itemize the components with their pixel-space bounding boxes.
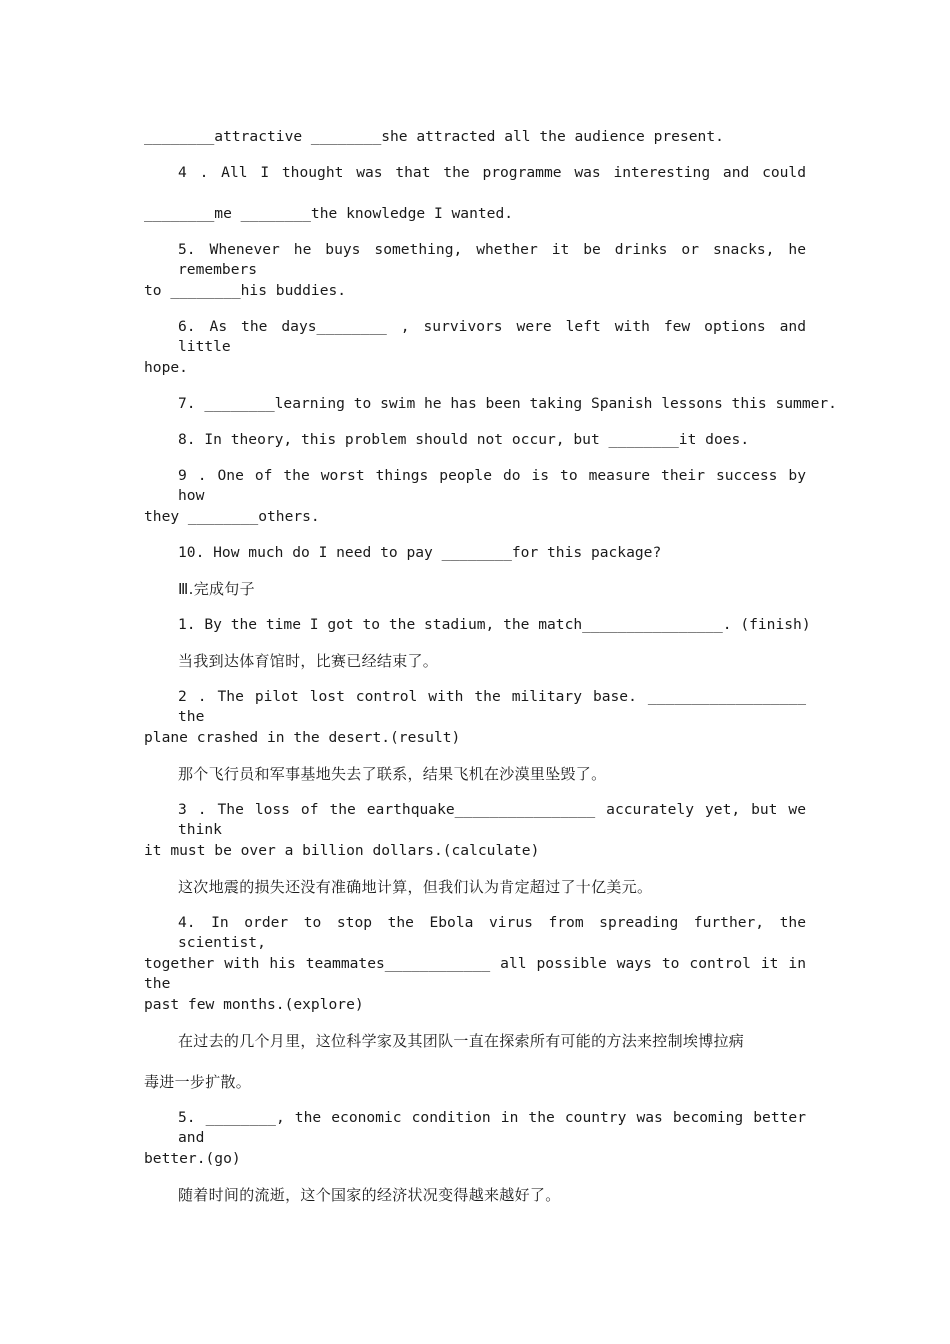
- section-heading: Ⅲ.完成句子: [178, 580, 255, 598]
- sentence-3-english-line-2: it must be over a billion dollars.(calculate): [144, 842, 540, 859]
- sentence-4-english-line-1: 4. In order to stop the Ebola virus from spreading further, the scientist,: [178, 914, 806, 951]
- sentence-4-english-line-3: past few months.(explore): [144, 996, 364, 1013]
- sentence-2-chinese: 那个飞行员和军事基地失去了联系，结果飞机在沙漠里坠毁了。: [178, 765, 607, 783]
- item-6-line-2: hope.: [144, 359, 188, 376]
- item-9-line-2: they ________others.: [144, 508, 320, 525]
- item-5-line-1: 5. Whenever he buys something, whether it be drinks or snacks, he remembers: [178, 241, 806, 278]
- sentence-5-english-line-1: 5. ________, the economic condition in the country was becoming better and: [178, 1109, 806, 1146]
- sentence-4-chinese-line-2: 毒进一步扩散。: [144, 1073, 252, 1091]
- item-4-line-1: 4 . All I thought was that the programme was interesting and could: [178, 164, 806, 181]
- sentence-4-english-line-2: together with his teammates____________ all possible ways to control it in the: [144, 955, 806, 992]
- sentence-5-english-line-2: better.(go): [144, 1150, 241, 1167]
- item-7: 7. ________learning to swim he has been taking Spanish lessons this summer.: [178, 395, 837, 412]
- item-6-line-1: 6. As the days________ , survivors were left with few options and little: [178, 318, 806, 355]
- item-3-continuation: ________attractive ________she attracted all the audience present.: [144, 128, 724, 145]
- item-9-line-1: 9 . One of the worst things people do is to measure their success by how: [178, 467, 806, 504]
- sentence-5-chinese: 随着时间的流逝，这个国家的经济状况变得越来越好了。: [178, 1186, 561, 1204]
- sentence-3-english-line-1: 3 . The loss of the earthquake________________ accurately yet, but we think: [178, 801, 806, 838]
- sentence-1-english: 1. By the time I got to the stadium, the match________________. (finish): [178, 616, 811, 633]
- sentence-2-english-line-1: 2 . The pilot lost control with the military base. __________________ the: [178, 688, 806, 725]
- item-10: 10. How much do I need to pay ________for this package?: [178, 544, 662, 561]
- sentence-1-chinese: 当我到达体育馆时，比赛已经结束了。: [178, 652, 439, 670]
- item-5-line-2: to ________his buddies.: [144, 282, 347, 299]
- document-page: [144, 0, 837, 1344]
- item-4-line-2: ________me ________the knowledge I wanted.: [144, 205, 514, 222]
- sentence-2-english-line-2: plane crashed in the desert.(result): [144, 729, 461, 746]
- item-8: 8. In theory, this problem should not occur, but ________it does.: [178, 431, 750, 448]
- sentence-4-chinese-line-1: 在过去的几个月里，这位科学家及其团队一直在探索所有可能的方法来控制埃博拉病: [178, 1032, 745, 1050]
- sentence-3-chinese: 这次地震的损失还没有准确地计算，但我们认为肯定超过了十亿美元。: [178, 878, 653, 896]
